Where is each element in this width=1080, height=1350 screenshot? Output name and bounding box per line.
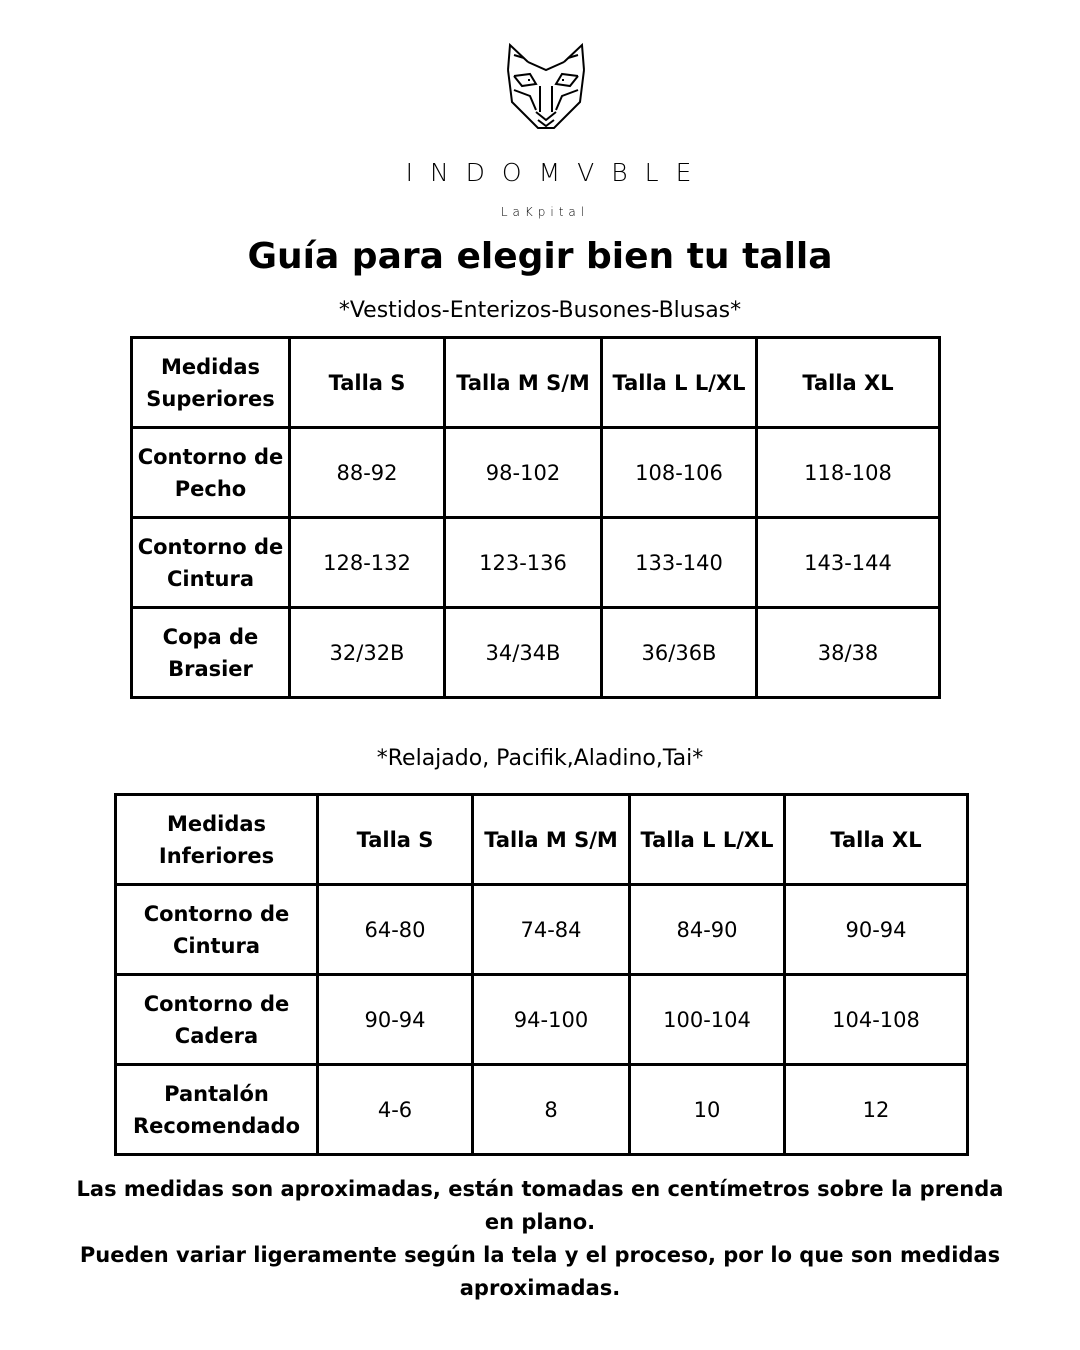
header-cell: Talla S [318,795,473,885]
table-header-row [116,795,968,885]
table-cell: 98-102 [445,428,602,518]
header-cell: Talla M S/M [445,338,602,428]
variation-note: Pueden variar ligeramente según la tela y el proceso, por lo que son medidas aproximadas. [79,1243,1001,1300]
table-cell: 133-140 [602,518,757,608]
table-cell: 12 [785,1065,968,1155]
table-cell: 94-100 [473,975,630,1065]
brand-subtitle: LaKpital [500,205,590,219]
table-cell: 36/36B [602,608,757,698]
row-label: Contorno de Cintura [116,885,318,975]
header-cell: Talla XL [785,795,968,885]
table-cell: 90-94 [785,885,968,975]
header-cell: Talla S [290,338,445,428]
row-label: Contorno de Cintura [132,518,290,608]
cat-head-icon [500,40,592,132]
table-cell: 90-94 [318,975,473,1065]
table-cell: 84-90 [630,885,785,975]
lower-table-subtitle: *Relajado, Pacifik,Aladino,Tai* [376,746,704,771]
brand-name: INDOMVBLE [405,158,709,187]
header-cell: Talla L L/XL [602,338,757,428]
table-cell: 104-108 [785,975,968,1065]
table-cell: 88-92 [290,428,445,518]
table-row [116,885,968,975]
header-cell: Medidas Superiores [132,338,290,428]
table-cell: 108-106 [602,428,757,518]
table-cell: 32/32B [290,608,445,698]
table-cell: 34/34B [445,608,602,698]
table-cell: 143-144 [757,518,940,608]
table-row [132,608,940,698]
lower-size-table [114,793,969,1156]
table-row [116,975,968,1065]
table-cell: 64-80 [318,885,473,975]
row-label: Pantalón Recomendado [116,1065,318,1155]
table-header-row [132,338,940,428]
upper-size-table [130,336,941,699]
table-row [132,518,940,608]
table-cell: 123-136 [445,518,602,608]
table-row [132,428,940,518]
row-label: Contorno de Cadera [116,975,318,1065]
row-label: Copa de Brasier [132,608,290,698]
header-cell: Talla L L/XL [630,795,785,885]
table-row [116,1065,968,1155]
upper-table-subtitle: *Vestidos-Enterizos-Busones-Blusas* [338,298,742,323]
measurement-note: Las medidas son aproximadas, están tomadas en centímetros sobre la prenda en plano. [76,1177,1004,1234]
table-cell: 100-104 [630,975,785,1065]
table-cell: 4-6 [318,1065,473,1155]
header-cell: Talla XL [757,338,940,428]
table-cell: 38/38 [757,608,940,698]
table-cell: 74-84 [473,885,630,975]
table-cell: 128-132 [290,518,445,608]
header-cell: Talla M S/M [473,795,630,885]
page-title: Guía para elegir bien tu talla [247,236,833,277]
table-cell: 8 [473,1065,630,1155]
header-cell: Medidas Inferiores [116,795,318,885]
table-cell: 10 [630,1065,785,1155]
table-cell: 118-108 [757,428,940,518]
row-label: Contorno de Pecho [132,428,290,518]
